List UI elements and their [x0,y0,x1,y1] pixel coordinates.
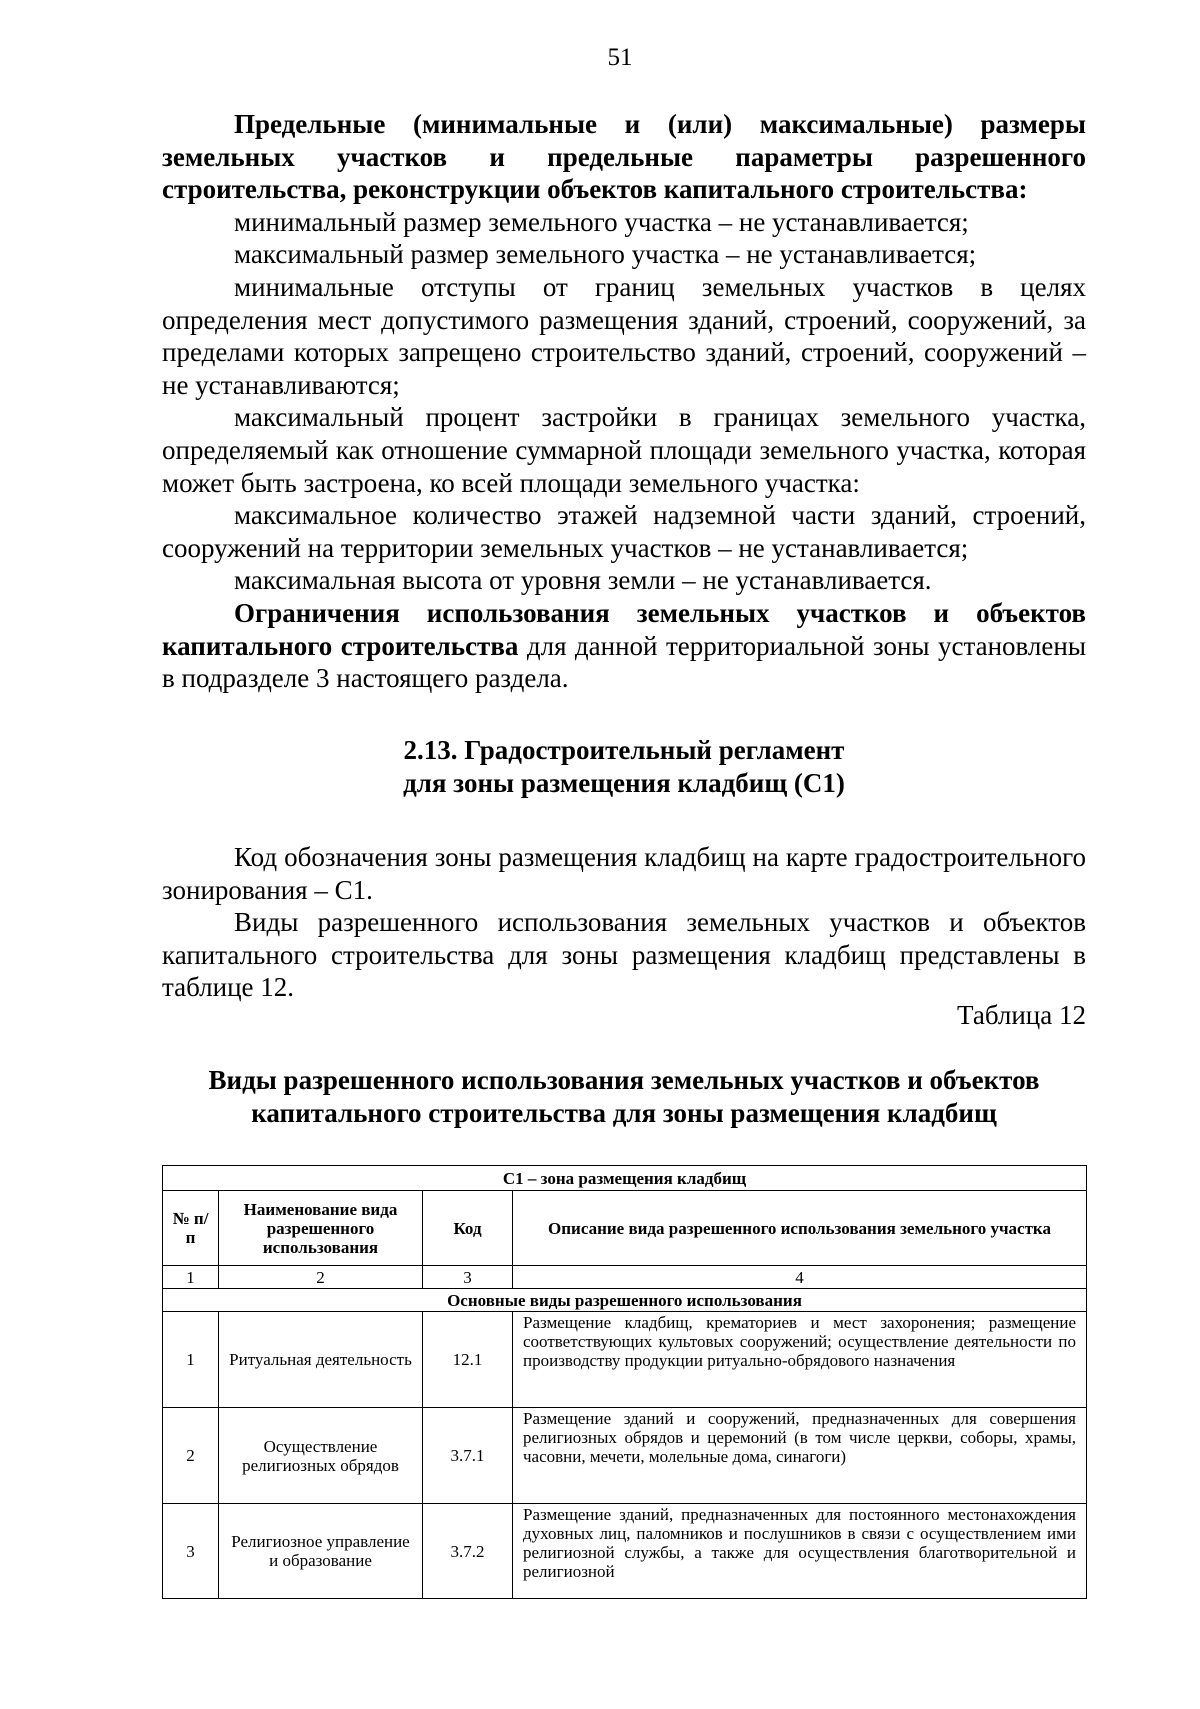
section-title-line1: 2.13. Градостроительный регламент [403,735,845,765]
row-use-name: Осуществление религиозных обрядов [219,1408,423,1504]
row-description: Размещение зданий, предназначенных для постоянного местонахождения духовных лиц, паломников и послушников в связи с осуществлением ими религиозной службы, а также для осуществления благотворительной и религиозной [513,1504,1087,1599]
table-label: Таблица 12 [957,1000,1086,1030]
row-description: Размещение кладбищ, крематориев и мест захоронения; размещение соответствующих культовых сооружений; осуществление деятельности по производству продукции ритуально-обрядового назначения [513,1312,1087,1408]
col-number-1: 1 [163,1266,219,1289]
min-setbacks-paragraph: минимальные отступы от границ земельных участков в целях определения мест допустимого размещения зданий, строений, сооружений, за пределами которых запрещено строительство зданий, строений, сооружений – не устанавливаются; [162,271,1086,400]
row-num: 3 [163,1504,219,1599]
section-title [162,734,1086,800]
table-title-line2: капитального строительства для зоны размещения кладбищ [251,1098,997,1128]
group-header-cell: Основные виды разрешенного использования [163,1289,1087,1312]
header-num: № п/п [163,1191,219,1266]
regulations-text-block [162,108,1086,695]
table-title [162,1064,1086,1130]
max-height-paragraph: максимальная высота от уровня земли – не устанавливается. [234,565,932,596]
row-code: 3.7.1 [423,1408,513,1504]
row-num: 2 [163,1408,219,1504]
header-code: Код [423,1191,513,1266]
limits-heading-paragraph: Предельные (минимальные и (или) максимальные) размеры земельных участков и предельные параметры разрешенного строительства, реконструкции объектов капитального строительства: [162,109,1086,205]
row-description: Размещение зданий и сооружений, предназначенных для совершения религиозных обрядов и церемоний (в том числе церкви, соборы, храмы, часовни, мечети, молельные дома, синагоги) [513,1408,1087,1504]
min-plot-size-paragraph: минимальный размер земельного участка – не устанавливается; [234,206,969,237]
zone-code-paragraph: Код обозначения зоны размещения кладбищ на карте градостроительного зонирования – С1. [162,842,1086,905]
header-name: Наименование вида разрешенного использования [219,1191,423,1266]
zone-header-cell: С1 – зона размещения кладбищ [163,1166,1087,1191]
page-number: 51 [607,44,633,71]
column-number-row [163,1266,1087,1289]
header-description: Описание вида разрешенного использования земельного участка [513,1191,1087,1266]
restrictions-bold-text: Ограничения использования земельных участков и объектов капитального строительства [162,597,1086,661]
table-row [163,1312,1087,1408]
row-use-name: Ритуальная деятельность [219,1312,423,1408]
permitted-uses-paragraph: Виды разрешенного использования земельных участков и объектов капитального строительства для зоны размещения кладбищ представлены в таблице 12. [162,907,1086,1003]
col-number-2: 2 [219,1266,423,1289]
zone-description-block [162,841,1086,1004]
restrictions-rest-text: для данной территориальной зоны установлены в подразделе 3 настоящего раздела. [162,630,1086,694]
row-use-name: Религиозное управление и образование [219,1504,423,1599]
section-title-line2: для зоны размещения кладбищ (С1) [403,768,845,798]
col-number-4: 4 [513,1266,1087,1289]
zone-header-row [163,1166,1087,1191]
table-row [163,1504,1087,1599]
restrictions-paragraph [162,597,1086,695]
max-plot-size-paragraph: максимальный размер земельного участка – не устанавливается; [234,239,977,270]
group-header-row [163,1289,1087,1312]
table-row [163,1408,1087,1504]
row-num: 1 [163,1312,219,1408]
max-floors-paragraph: максимальное количество этажей надземной части зданий, строений, сооружений на территории земельных участков – не устанавливается; [162,500,1086,563]
col-number-3: 3 [423,1266,513,1289]
column-header-row [163,1191,1087,1266]
max-coverage-paragraph: максимальный процент застройки в границах земельного участка, определяемый как отношение суммарной площади земельного участка, которая может быть застроена, ко всей площади земельного участка: [162,402,1086,498]
row-code: 12.1 [423,1312,513,1408]
table-title-line1: Виды разрешенного использования земельных участков и объектов [208,1065,1040,1095]
row-code: 3.7.2 [423,1504,513,1599]
permitted-uses-table [162,1165,1087,1599]
